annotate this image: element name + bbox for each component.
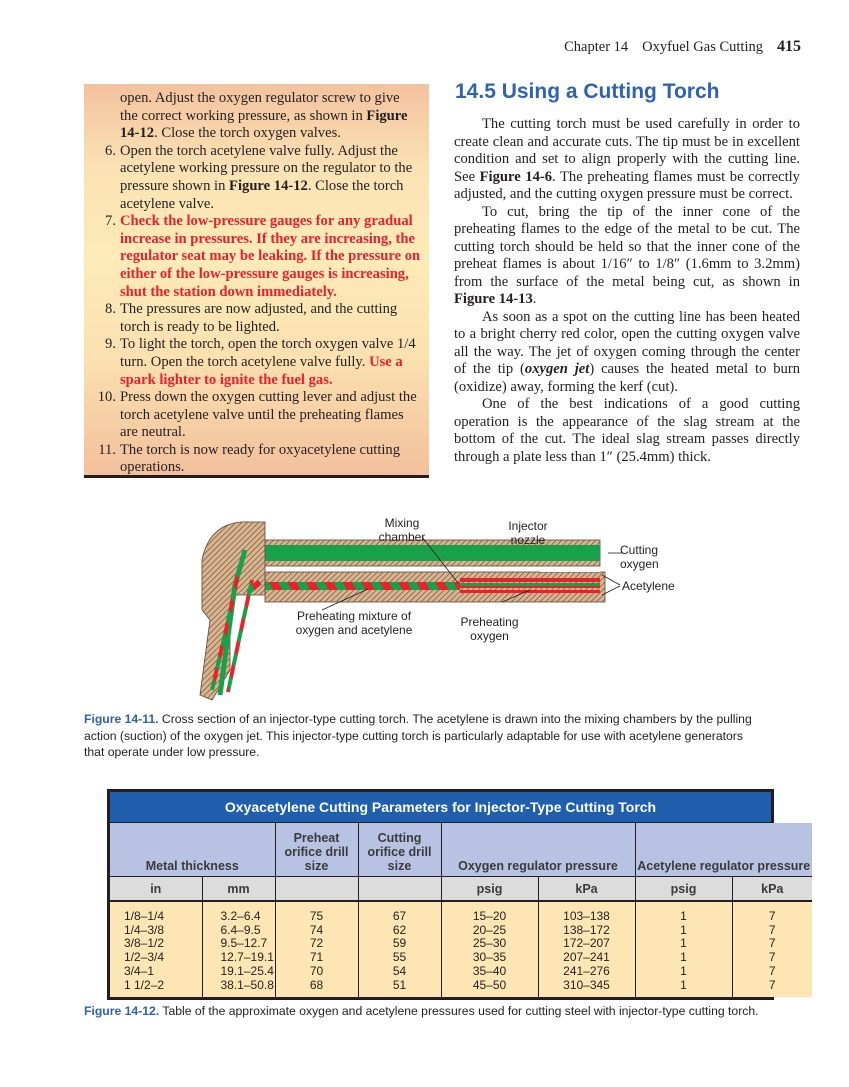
label-injector-nozzle: Injector nozzle [508, 519, 548, 547]
subheader-preheat [275, 877, 358, 902]
table-cell: 7 [768, 936, 776, 951]
procedure-step [84, 336, 421, 389]
text-run: Check the low-pressure gauges for any gradual increase in pressures. If they are increasing, the regulator seat may be leaking. If the pressure on either of the low-pressure gauges is increasing, shut the station down immediately. [120, 213, 421, 300]
table-cell: 1/2–3/4 [124, 950, 165, 965]
torch-illustration [190, 510, 690, 705]
section-title: 14.5 Using a Cutting Torch [455, 80, 720, 103]
column-in [110, 901, 202, 997]
column-mm [202, 901, 275, 997]
table-cell: 103–138 [563, 909, 610, 923]
text-run: Figure 14-6 [479, 168, 553, 185]
label-mixing-chamber: Mixing chamber [378, 516, 426, 544]
table-cell: 74 [309, 922, 324, 937]
table-cell: 1/8–1/4 [124, 909, 165, 923]
table-cell: 7 [768, 950, 776, 965]
step-number: 8. [105, 301, 116, 318]
step-number: 10. [97, 389, 116, 406]
table-cell: 72 [309, 936, 324, 951]
subheader-oxy-kpa: kPa [538, 877, 635, 902]
subheader-acet-psig: psig [635, 877, 732, 902]
table-cell: 71 [309, 950, 324, 965]
label-preheating-oxygen: Preheating oxygen [460, 615, 519, 643]
table-cell: 7 [768, 963, 776, 978]
chapter-title: Oxyfuel Gas Cutting [642, 39, 763, 55]
header-oxygen-pressure: Oxygen regulator pressure [441, 823, 635, 877]
label-preheating-mixture: Preheating mixture of oxygen and acetylene [295, 609, 413, 637]
header-metal-thickness: Metal thickness [110, 823, 275, 877]
table-cell: 1 [680, 922, 687, 937]
column-acet-kpa [732, 901, 812, 997]
table-cell: 1 [680, 977, 687, 992]
header-preheat-orifice: Preheat orifice drill size [275, 823, 358, 877]
procedure-box [84, 84, 429, 478]
text-run: Use a spark lighter to ignite the fuel gas. [120, 353, 403, 388]
page-number: 415 [777, 38, 801, 55]
figure-11-caption [84, 711, 764, 761]
table-cell: 1 [680, 950, 687, 965]
table-cell: 241–276 [563, 963, 610, 978]
cutting-parameters-table [107, 789, 811, 1000]
text-run: . [532, 291, 537, 307]
table-cell: 67 [392, 909, 407, 923]
table-cell: 75 [309, 909, 324, 923]
table-cell: 20–25 [472, 922, 507, 937]
text-run: . Close the torch acetylene valve. [120, 177, 404, 212]
table-cell: 3/4–1 [124, 963, 155, 978]
step-number: 6. [105, 142, 116, 159]
column-cutting [358, 901, 441, 997]
table-cell: 38.1–50.8 [220, 977, 274, 992]
figure-12-caption [84, 1003, 759, 1020]
table-cell: 1 [680, 936, 687, 951]
subheader-cutting [358, 877, 441, 902]
figure-11-label: Figure 14-11. [84, 712, 159, 726]
table-cell: 54 [392, 963, 407, 978]
figure-12-text: Table of the approximate oxygen and acetylene pressures used for cutting steel with injector-type cutting torch. [159, 1004, 759, 1018]
text-run: oxygen jet [524, 361, 590, 377]
table-cell: 6.4–9.5 [220, 922, 261, 937]
column-acet-psig [635, 901, 732, 997]
body-paragraph [454, 116, 800, 204]
table-cell: 9.5–12.7 [220, 936, 268, 951]
table-cell: 3.2–6.4 [220, 909, 261, 923]
chapter-label: Chapter 14 [564, 39, 629, 55]
table-cell: 1 [680, 963, 687, 978]
procedure-step [84, 389, 421, 442]
table-cell: 19.1–25.4 [220, 963, 274, 978]
table-cell: 3/8–1/2 [124, 936, 165, 951]
procedure-step [84, 143, 421, 213]
running-head [564, 38, 801, 56]
text-run: Figure 14-12 [229, 177, 308, 194]
table-cell: 51 [392, 977, 407, 992]
text-run: Figure 14-13 [454, 291, 533, 307]
column-preheat [275, 901, 358, 997]
table-cell: 310–345 [563, 977, 610, 992]
table-cell: 68 [309, 977, 324, 992]
table-cell: 45–50 [472, 977, 507, 992]
procedure-step [84, 213, 421, 301]
table-cell: 25–30 [472, 936, 507, 951]
column-oxy-kpa [538, 901, 635, 997]
table-cell: 1 [680, 909, 687, 923]
table-cell: 7 [768, 922, 776, 937]
column-oxy-psig [441, 901, 538, 997]
header-acetylene-pressure: Acetylene regulator pressure [635, 823, 812, 877]
table-cell: 207–241 [563, 950, 610, 965]
text-run: To cut, bring the tip of the inner cone of the preheating flames to the edge of the metal to be cut. The cutting torch should be held so that the inner cone of the preheat flames is about 1/16″ to 1/8″ (1.6mm to 3.2mm) from the surface of the metal being cut, as shown in [454, 203, 800, 290]
step-number: 9. [105, 336, 116, 353]
subheader-oxy-psig: psig [441, 877, 538, 902]
table-cell: 59 [392, 936, 407, 951]
table-cell: 55 [392, 950, 407, 965]
text-run: The torch is now ready for oxyacetylene cutting operations. [120, 441, 401, 476]
text-run: The pressures are now adjusted, and the cutting torch is ready to be lighted. [120, 301, 398, 335]
label-acetylene: Acetylene [622, 579, 675, 593]
text-run: Open the torch acetylene valve fully. Adjust the acetylene working pressure on the regulator to the pressure shown in [120, 142, 413, 194]
figure-11-text: Cross section of an injector-type cutting torch. The acetylene is drawn into the mixing chambers by the pulling action (suction) of the oxygen jet. This injector-type cutting torch is particularly adaptable for use with acetylene generators that operate under low pressure. [84, 712, 752, 759]
step-number: 7. [105, 213, 116, 230]
step-number: 11. [98, 441, 116, 458]
table-cell: 138–172 [563, 922, 610, 937]
subheader-acet-kpa: kPa [732, 877, 812, 902]
subheader-in: in [110, 877, 202, 902]
table-cell: 15–20 [472, 909, 507, 923]
table-cell: 1/4–3/8 [124, 922, 165, 937]
text-run: ) causes the heated metal to burn (oxidize) away, forming the kerf (cut). [454, 361, 801, 395]
procedure-step [84, 442, 421, 477]
label-cutting-oxygen: Cutting oxygen [620, 543, 659, 571]
table-cell: 30–35 [472, 950, 507, 965]
figure-12-label: Figure 14-12. [84, 1004, 160, 1018]
body-paragraph [454, 396, 800, 466]
text-run: . Close the torch oxygen valves. [154, 125, 341, 142]
text-run: open. Adjust the oxygen regulator screw to give the correct working pressure, as shown in [120, 90, 400, 124]
body-paragraph [454, 309, 800, 397]
text-run: One of the best indications of a good cutting operation is the appearance of the slag stream at the bottom of the cut. The ideal slag stream passes directly through a plate less than 1″ (25.4mm) thick. [454, 396, 800, 465]
table-cell: 172–207 [563, 936, 610, 951]
procedure-step [84, 90, 421, 143]
torch-cross-section-diagram [190, 510, 690, 705]
table-cell: 7 [768, 977, 776, 992]
table-cell: 70 [309, 963, 324, 978]
table-cell: 7 [768, 909, 776, 923]
table-cell: 35–40 [472, 963, 507, 978]
text-run: The cutting torch must be used carefully in order to create clean and accurate cuts. The tip must be in excellent condition and set to align properly with the cutting line. See [454, 116, 800, 185]
table-cell: 62 [392, 922, 407, 937]
table-cell: 12.7–19.1 [220, 950, 274, 965]
table-cell: 1 1/2–2 [124, 977, 165, 992]
text-run: As soon as a spot on the cutting line has been heated to a bright cherry red color, open the cutting oxygen valve all the way. The jet of oxygen coming through the center of the tip ( [454, 308, 800, 377]
table-title: Oxyacetylene Cutting Parameters for Injector-Type Cutting Torch [110, 792, 771, 823]
header-cutting-orifice: Cutting orifice drill size [358, 823, 441, 877]
section-body [454, 116, 800, 466]
text-run: To light the torch, open the torch oxygen valve 1/4 turn. Open the torch acetylene valve fully. [120, 336, 416, 370]
text-run: . The preheating flames must be correctly adjusted, and the cutting oxygen pressure must be correct. [454, 168, 800, 202]
text-run: Figure 14-12 [120, 107, 408, 142]
subheader-mm: mm [202, 877, 275, 902]
text-run: Press down the oxygen cutting lever and adjust the torch acetylene valve until the preheating flames are neutral. [120, 389, 417, 441]
procedure-step [84, 301, 421, 336]
body-paragraph [454, 204, 800, 309]
